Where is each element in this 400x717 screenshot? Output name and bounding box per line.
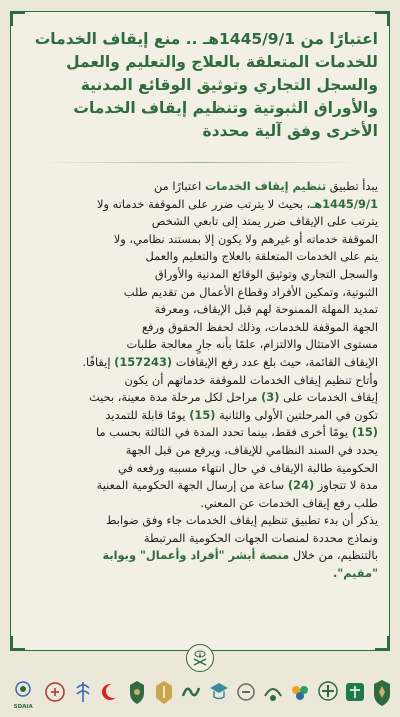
passports-logo [71,678,95,708]
absher-logo [179,678,203,708]
text-line: الحكومية طالبة الإيقاف في حال انتهاء مسببه ورفعه في [117,460,378,475]
headline-line: للخدمات المتعلقة بالعلاج والتعليم والعمل [66,53,378,71]
ministry-of-justice-logo [343,678,367,708]
text-line: يترتب على الإيقاف ضرر يمتد إلى تابعي الشخص [151,214,378,229]
divider [40,162,360,163]
text-line: والسجل التجاري وتوثيق الوقائع المدنية والأوراق [154,266,378,281]
frame-corner [10,636,25,651]
human-resources-ministry-logo [288,678,312,708]
text-line: الثبوتية، وتمكين الأفراد وقطاع الأعمال من تقديم طلب [123,284,378,299]
paragraph-intro [22,178,378,372]
public-prosecution-logo [152,678,176,708]
paragraph-platforms [22,512,378,582]
sdaia-logo [6,678,40,708]
number-highlight: (24) [287,478,315,493]
text-line: مستوى الامتثال والالتزام، علمًا بأنه جارٍ معالجة طلبات [126,337,378,352]
frame-corner [375,636,390,651]
ministry-of-commerce-logo [261,678,285,708]
partner-logos [6,674,394,712]
frame-corner [10,11,25,26]
platform-highlight: منصة أبشر "أفراد وأعمال" وبوابة [102,548,290,563]
ministry-of-health-logo [316,678,340,708]
number-highlight: (15) [189,407,216,422]
number-highlight: (157243) [114,354,173,369]
headline-line: اعتبارًا من 1445/9/1هـ .. منع إيقاف الخدمات [34,30,378,48]
headline-line: الأخرى وفق آلية محددة [202,122,378,140]
text-line: يبدأ تطبيق تنظيم إيقاف الخدمات اعتبارًا من [153,179,378,193]
text-line: الموقفة خدماته أو غيرهم ولا يكون إلا بمستند نظامي، ولا [113,231,378,246]
text-line: 1445/9/1هـ، بحيث لا يترتب ضرر على الموقفة خدماته ولا [96,196,378,211]
highlight: تنظيم إيقاف الخدمات [204,179,327,193]
headline-line: والأوراق الثبوتية وتنظيم إيقاف الخدمات [73,99,378,117]
text-line: مدة لا تتجاوز (24) ساعة من إرسال الجهة الحكومية المعنية [96,478,378,493]
sdaia-label: SDAIA [13,704,33,710]
headline [22,28,378,143]
nic-logo [234,678,258,708]
text-line: إيقاف الخدمات على (3) مراحل لكل مرحلة مدة معينة، بحيث [88,390,378,405]
text-line: الجهة الموقفة للخدمات، وذلك لحفظ الحقوق ورفع [141,319,378,334]
text-line: وأتاح تنظيم إيقاف الخدمات للموقفة خدماتهم أن يكون [124,372,378,387]
general-security-logo [125,678,149,708]
frame-corner [375,11,390,26]
platform-highlight: "مقيم". [332,566,378,581]
red-crescent-logo [98,678,122,708]
article-body [22,178,378,583]
saudi-emblem-icon [186,644,214,672]
date-highlight: 1445/9/1هـ [310,196,378,211]
ministry-of-education-logo [207,678,231,708]
moi-logo [43,678,67,708]
text-line: (15) يومًا أخرى فقط، بينما تحدد المدة في الثالثة بحسب ما [95,425,378,440]
number-highlight: (15) [351,425,378,440]
text-line: طلب رفع إيقاف الخدمات عن المعني. [200,495,378,510]
text-line: يذكر أن بدء تطبيق تنظيم إيقاف الخدمات جاء وفق ضوابط [106,513,378,528]
text-line [22,565,378,583]
text-line: الإيقاف القائمة، حيث بلغ عدد رفع الإيقافات (157243) إيقافًا. [82,354,378,369]
ministry-of-interior-logo [370,678,394,708]
number-highlight: (3) [261,390,280,405]
text-line: بالتنظيم، من خلال منصة أبشر "أفراد وأعمال" وبوابة [102,548,378,563]
text-line: يحدد في السند النظامي للإيقاف، ويرفع من قبل الجهة [125,442,378,457]
text-line: ونماذج محددة لمنصات الجهات الحكومية المرتبطة [143,530,378,545]
paragraph-stages [22,372,378,513]
text-line: يتم على الخدمات المتعلقة بالعلاج والتعليم والعمل [145,249,378,264]
text-line: تكون في المرحلتين الأولى والثانية (15) يومًا قابلة للتمديد [105,407,378,422]
headline-line: والسجل التجاري وتوثيق الوقائع المدنية [80,76,378,94]
text-line: تمديد المهلة الممنوحة لهم قبل الإيقاف، ومعرفة [154,302,378,317]
